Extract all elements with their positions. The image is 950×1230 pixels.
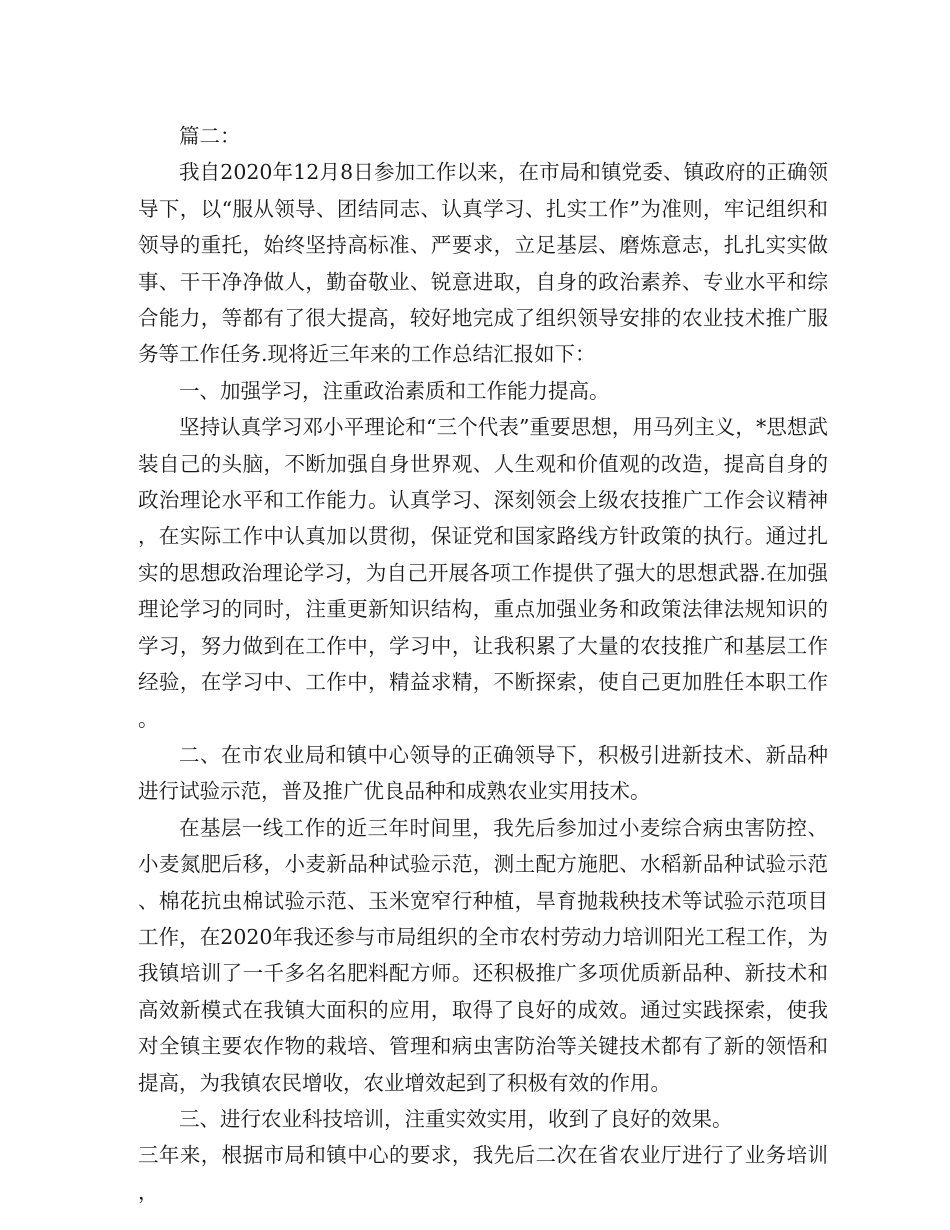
document-body: [138, 118, 828, 1210]
heading-one-study: 一、加强学习，注重政治素质和工作能力提高。: [179, 378, 610, 403]
intro-paragraph: 我自2020年12月8日参加工作以来，在市局和镇党委、镇政府的正确领导下，以“服从领导、团结同志、认真学习、扎实工作”为准则，牢记组织和领导的重托，始终坚持高标准、严要求，立足基层、磨炼意志，扎扎实实做事、干干净净做人，勤奋敬业、锐意进取，自身的政治素养、专业水平和综合能力，等都有了很大提高，较好地完成了组织领导安排的农业技术推广服务等工作任务.现将近三年来的工作总结汇报如下：: [138, 160, 828, 367]
paragraph-study: 坚持认真学习邓小平理论和“三个代表”重要思想，用马列主义，*思想武装自己的头脑，不断加强自身世界观、人生观和价值观的改造，提高自身的政治理论水平和工作能力。认真学习、深刻领会上级农技推广工作会议精神，在实际工作中认真加以贯彻，保证党和国家路线方针政策的执行。通过扎实的思想政治理论学习，为自己开展各项工作提供了强大的思想武器.在加强理论学习的同时，注重更新知识结构，重点加强业务和政策法律法规知识的学习，努力做到在工作中，学习中，让我积累了大量的农技推广和基层工作经验，在学习中、工作中，精益求精，不断探索，使自己更加胜任本职工作。: [138, 415, 828, 731]
paragraph-new-tech: 在基层一线工作的近三年时间里，我先后参加过小麦综合病虫害防控、小麦氮肥后移，小麦新品种试验示范，测土配方施肥、水稻新品种试验示范、棉花抗虫棉试验示范、玉米宽窄行种植，旱育抛栽秧技术等试验示范项目工作，在2020年我还参与市局组织的全市农村劳动力培训阳光工程工作，为我镇培训了一千多名名肥料配方师。还积极推广多项优质新品种、新技术和高效新模式在我镇大面积的应用，取得了良好的成效。通过实践探索，使我对全镇主要农作物的栽培、管理和病虫害防治等关键技术都有了新的领悟和提高，为我镇农民增收，农业增效起到了积极有效的作用。: [138, 815, 828, 1095]
heading-three-training: 三、进行农业科技培训，注重实效实用，收到了良好的效果。: [179, 1106, 733, 1131]
heading-two-new-tech: 二、在市农业局和镇中心领导的正确领导下，积极引进新技术、新品种进行试验示范，普及推广优良品种和成熟农业实用技术。: [138, 742, 828, 804]
section-heading-part-two: 篇二：: [179, 124, 241, 148]
paragraph-training: 三年来，根据市局和镇中心的要求，我先后二次在省农业厅进行了业务培训，: [138, 1143, 828, 1204]
